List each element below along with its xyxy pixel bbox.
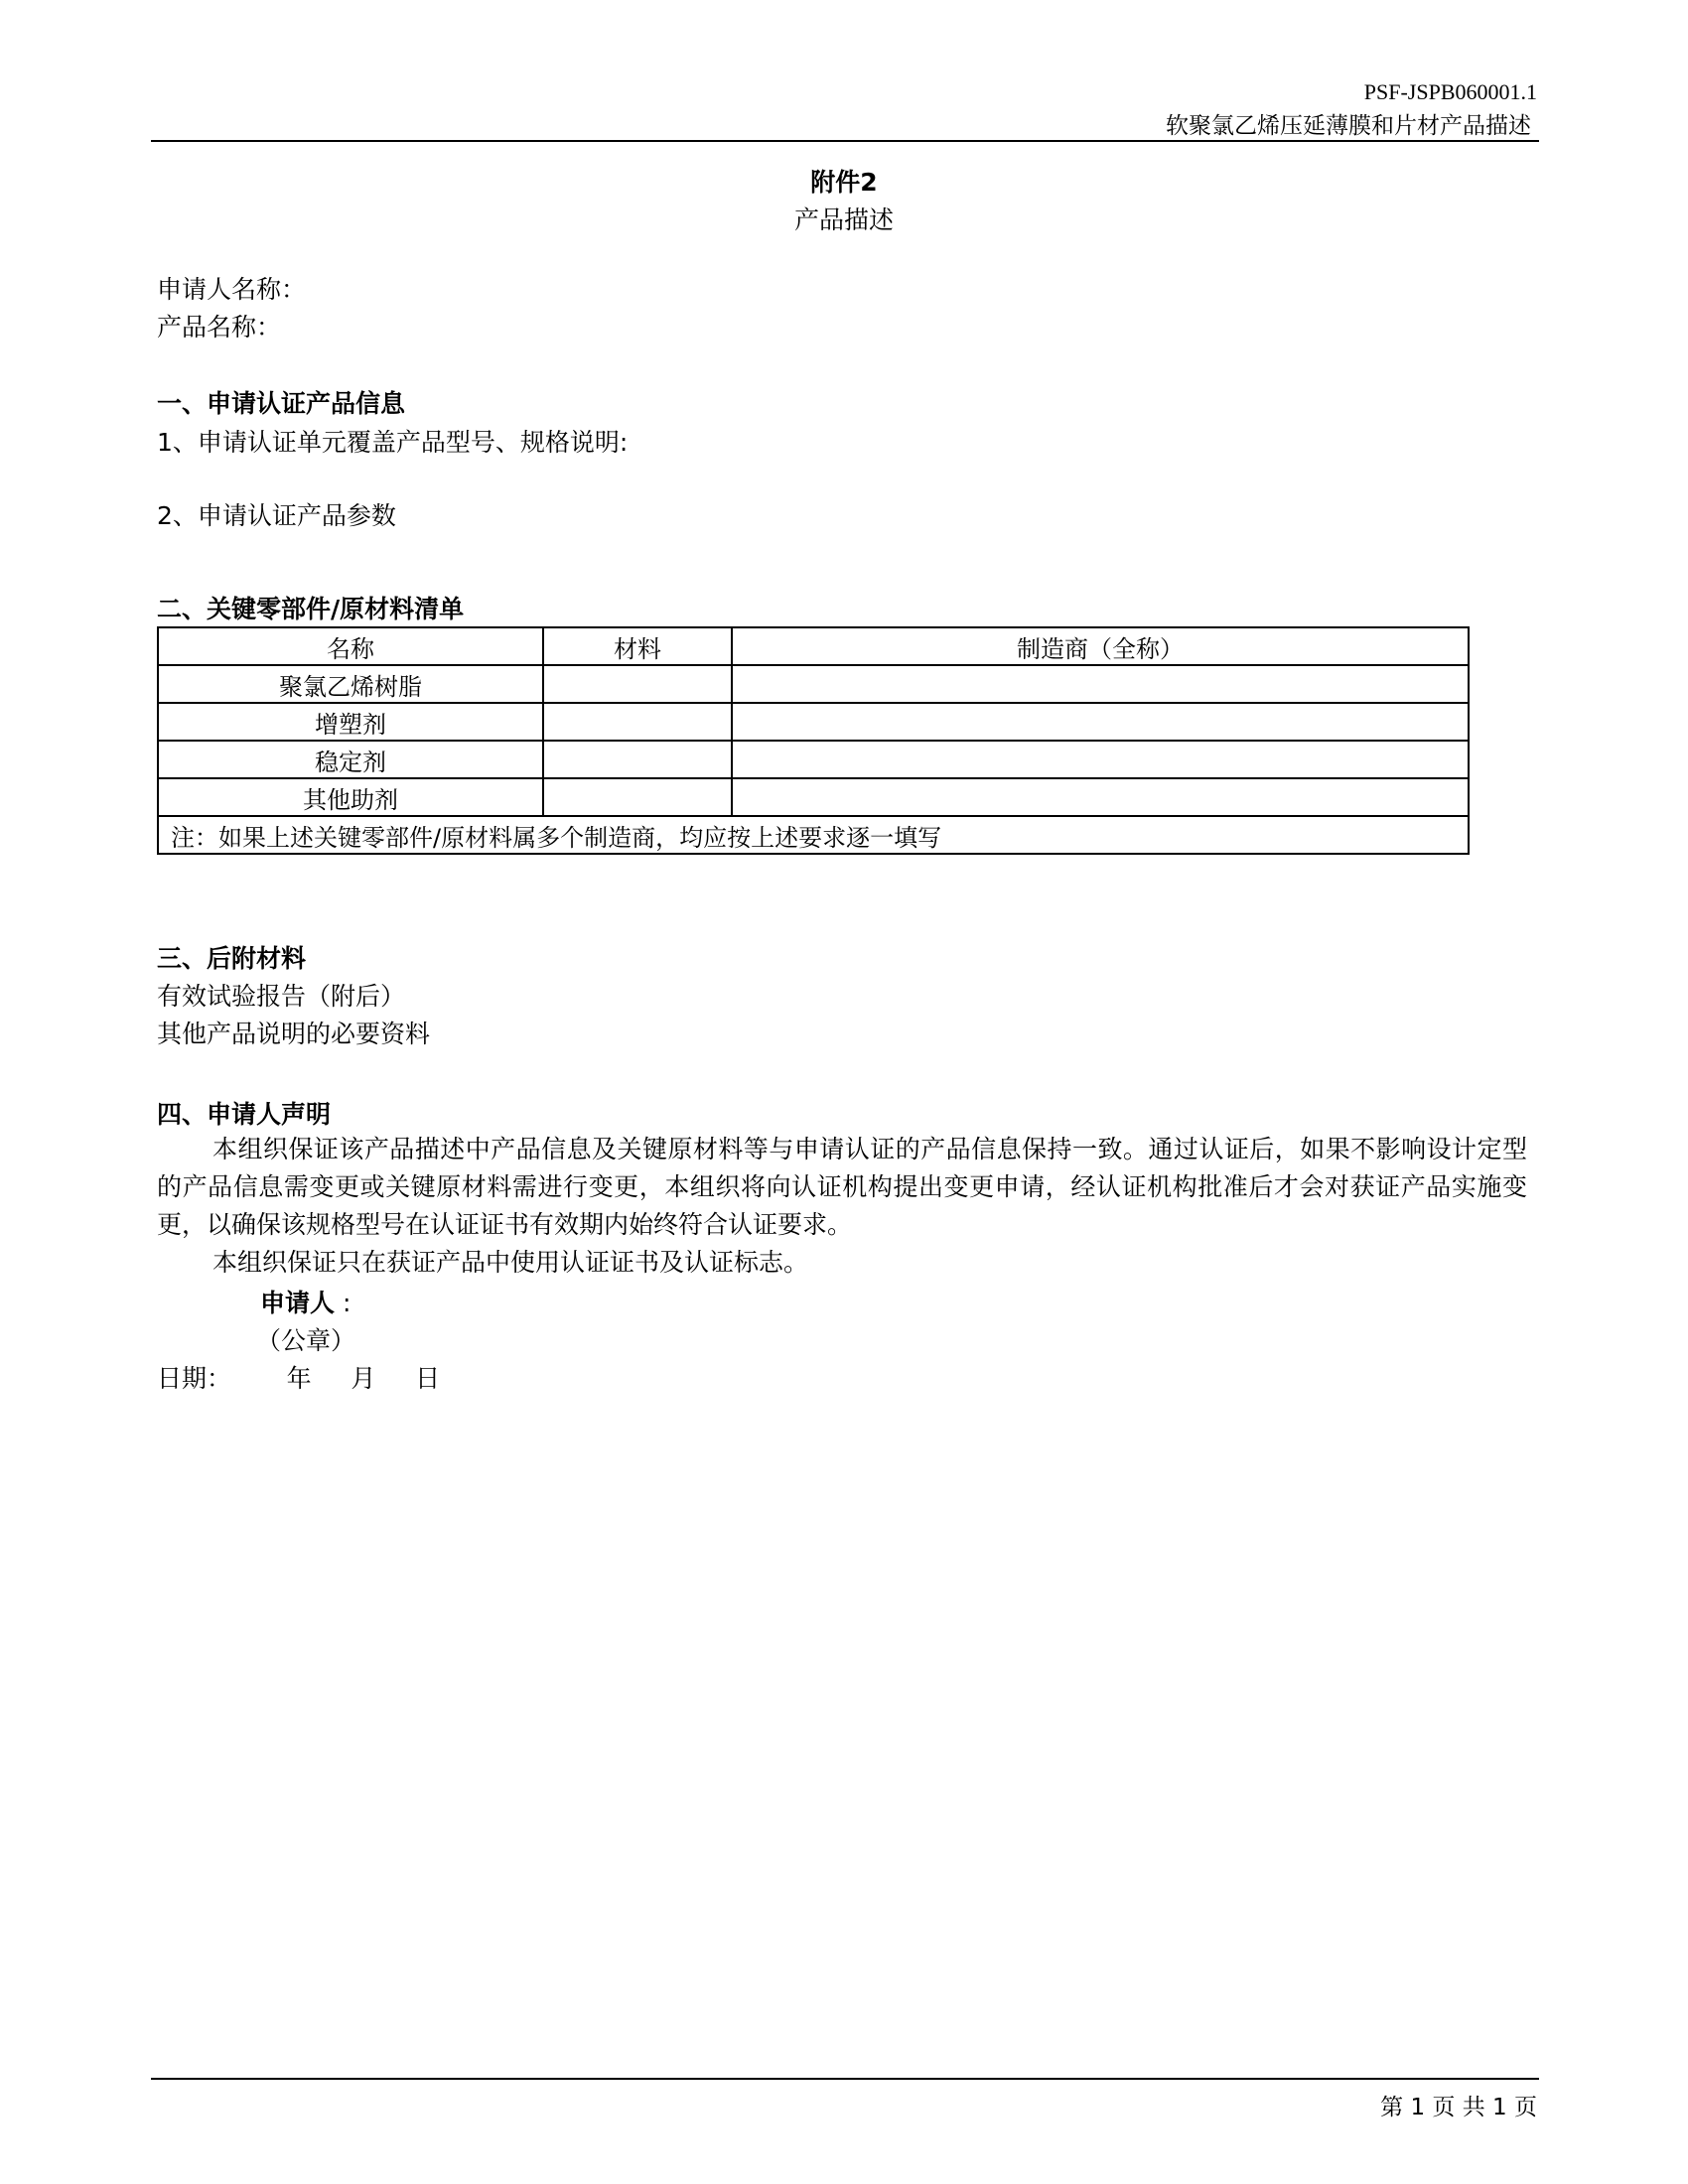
section3-item1: 有效试验报告（附后） [157,982,406,1011]
header-divider [151,140,1539,142]
table-header-row [158,627,1469,665]
column-header-name: 名称 [158,627,543,665]
applicant-label: 申请人 [260,1289,336,1317]
cell-material [543,778,732,816]
table-row [158,665,1469,703]
product-name-field: 产品名称： [157,313,282,341]
table-row [158,741,1469,778]
section3-item2: 其他产品说明的必要资料 [157,1020,431,1048]
section4-heading: 四、申请人声明 [157,1100,332,1129]
table-row [158,778,1469,816]
applicant-name-field: 申请人名称： [157,275,307,304]
document-subtitle: 产品描述 [793,205,894,234]
page-number: 第 1 页 共 1 页 [1380,2095,1537,2120]
document-code: PSF-JSPB060001.1 [1363,79,1537,104]
date-line: 日期： 年 月 日 [157,1364,441,1393]
cell-material [543,741,732,778]
section1-heading: 一、申请认证产品信息 [157,389,406,418]
applicant-colon: : [335,1289,352,1317]
parts-table [157,626,1470,855]
cell-manufacturer [732,741,1469,778]
section3-heading: 三、后附材料 [157,944,307,973]
header-title: 软聚氯乙烯压延薄膜和片材产品描述 [1166,113,1531,139]
declaration-paragraph: 本组织保证该产品描述中产品信息及关键原材料等与申请认证的产品信息保持一致。通过认证后，如果不影响设计定型的产品信息需变更或关键原材料需进行变更，本组织将向认证机构提出变更申请，经认证机构批准后才会对获证产品实施变更，以确保该规格型号在认证证书有效期内始终符合认证要求。 [157,1135,1527,1239]
applicant-signature-line [260,1284,351,1319]
attachment-title: 附件2 [810,168,878,197]
column-header-material: 材料 [543,627,732,665]
footer-divider [151,2078,1539,2080]
cell-material [543,665,732,703]
cell-name: 聚氯乙烯树脂 [158,665,543,703]
cell-name: 增塑剂 [158,703,543,741]
seal-label: （公章） [256,1326,356,1355]
cell-manufacturer [732,665,1469,703]
table-row [158,703,1469,741]
section2-heading: 二、关键零部件/原材料清单 [157,595,465,623]
section1-item2: 2、申请认证产品参数 [157,501,396,530]
table-note-row [158,816,1469,854]
cell-manufacturer [732,778,1469,816]
section1-item1: 1、申请认证单元覆盖产品型号、规格说明: [157,428,629,457]
cell-name: 稳定剂 [158,741,543,778]
column-header-manufacturer: 制造商（全称） [732,627,1469,665]
declaration-paragraph-2: 本组织保证只在获证产品中使用认证证书及认证标志。 [212,1248,809,1277]
cell-material [543,703,732,741]
cell-manufacturer [732,703,1469,741]
cell-name: 其他助剂 [158,778,543,816]
table-note: 注：如果上述关键零部件/原材料属多个制造商，均应按上述要求逐一填写 [158,816,1469,854]
